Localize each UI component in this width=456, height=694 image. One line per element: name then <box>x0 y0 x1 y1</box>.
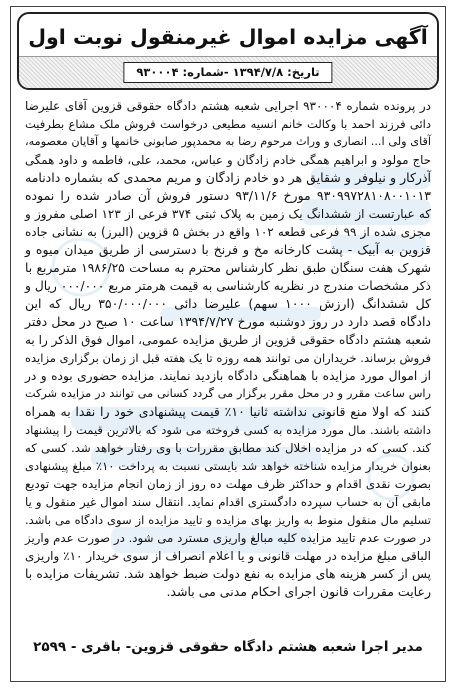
notice-frame <box>10 6 446 682</box>
body-line: آذرکار و نیلوفر و شقایق هر دو خادم زادگان و مریم محمدی که بشماره دادنامه <box>25 170 431 185</box>
body-line: ذکر مشخصات مندرج در نظریه کارشناسی به قیمت هرمتر مربع ۰۰۰/۰۰۰ ریال و <box>25 279 431 293</box>
body-line: مابقی آن به حساب سپرده دادگستری اقدام نماید. انتقال سند اموال غیر منقول و یا <box>25 495 431 509</box>
body-line: ۹۳۰۹۹۷۲۸۱۰۸۰۰۱۰۱۳ مورخ ۹۳/۱۱/۶ دستور فروش آن صادر شده را نموده <box>25 188 431 203</box>
body-line: در پرونده شماره ۹۳۰۰۰۴ اجرایی شعبه هشتم دادگاه حقوقی قزوین آقای علیرضا <box>25 99 431 113</box>
body-line: حاج مولود و ابراهیم همگی خادم زادگان و عباس، محمد، علی، فاطمه و داود همگی <box>25 153 431 167</box>
body-line: مجزی شده از ۹۹ فرعی قطعه ۱۰۲ واقع در بخش ۵ قزوین (البرز) به نشانی جاده <box>25 225 431 239</box>
body-line: کل ششدانگ (ارزش ۱۰۰۰ سهم) علیرضا دائی ۳۵۰/۰۰۰/۰۰۰ ریال که این <box>25 296 431 311</box>
body-line: دائی فرزند احمد با وکالت خانم انسیه مطیعی درخواست فروش ملک مشاع بطرفیت <box>25 117 431 131</box>
body-line: در صورت عدم تایید مزایده کلیه مبالغ واریزی مسترد می شود. در صورت عدم واریز <box>25 531 431 545</box>
body-line: پس از کسر هزینه های مزایده به نفع دولت ضبط خواهد شد. تشریفات مزایده با <box>25 567 431 581</box>
signature-line: مدیر اجرا شعبه هشتم دادگاه حقوقی قزوین- باقری - ۲۵۹۹ <box>33 639 423 655</box>
body-line: فروش برساند. خریداران می توانند همه روزه تا یک هفته قبل از زمان برگزاری مزایده <box>25 351 431 365</box>
date-number-line: تاریخ: ۱۳۹۴/۷/۸ -شماره: ۹۳۰۰۰۴ <box>123 62 332 83</box>
body-line: تسلیم مال منقول منوط به واریز بهای مزایده و تایید مزایده از سوی دادگاه می باشد. <box>25 513 431 527</box>
date-strip <box>19 56 437 88</box>
body-line: شعبه هشتم دادگاه حقوقی قزوین از طریق مزایده عمومی، اموال فوق الذکر را به <box>25 333 431 347</box>
body-line: الباقی مبلغ مزایده در مهلت قانونی و یا اعلام انصراف از سوی خریدار ۱۰٪ واریزی <box>25 549 431 563</box>
body-line: راس ساعت مقرر و در محل مقرر برگزار می گردد کسانی می توانند در مزایده شرکت <box>25 387 431 400</box>
body-line: بصورت نقدی اقدام و حداکثر ظرف مهلت ده روز از زمان انجام مزایده جهت تودیع <box>25 477 431 491</box>
body-line: که عبارتست از ششدانگ یک زمین به پلاک ثبتی ۳۷۴ فرعی از ۱۲۳ اصلی مفروز و <box>25 207 432 221</box>
body-line: رعایت مقررات قانون اجرای احکام مدنی می باشد. <box>166 584 431 599</box>
body-line: داشته باشند. مال مورد مزایده به کسی فروخته می شود که بالاترین قیمت را پیشنهاد <box>25 423 431 437</box>
body-line: بعنوان خریدار مزایده شناخته خواهد شد بایستی نسبت به پرداخت ۱۰٪ مبلغ پیشنهادی <box>25 459 432 473</box>
body-line: قزوین به آبیک - پشت کارخانه مخ و فرنخ با دسترسی از طریق میدان میوه و <box>25 242 431 257</box>
body-line: شهرک هفت سنگان طبق نظر کارشناس محترم به مساحت ۱۹۸۶/۲۵ مترمربع با <box>25 261 431 275</box>
body-line: آقای ولی ا... انصاری و وراث مرحوم رضا به محمدپور صابونی خانمها و آقایان معصومه، <box>25 135 431 148</box>
body-line: دادگاه قصد دارد در روز دوشنبه مورخ ۱۳۹۴/۷/۲۷ ساعت ۱۰ صبح در محل دفتر <box>25 314 431 329</box>
notice-header <box>17 12 439 90</box>
body-line: کنند که اولا منع قانونی نداشته ثانیا ۱۰٪ قیمت پیشنهادی خود را نقدا به همراه <box>25 404 431 419</box>
body-line: کند. کسی که در مزایده اخلال کند مطابق مقررات با وی رفتار خواهد شد. کسی که <box>25 441 431 455</box>
notice-title: آگهی مزایده اموال غیرمنقول نوبت اول <box>28 25 428 49</box>
body-line: از اموال مورد مزایده با هماهنگی دادگاه بازدید نمایند. مزایده حضوری بوده و در <box>25 369 431 383</box>
notice-body <box>25 97 431 601</box>
